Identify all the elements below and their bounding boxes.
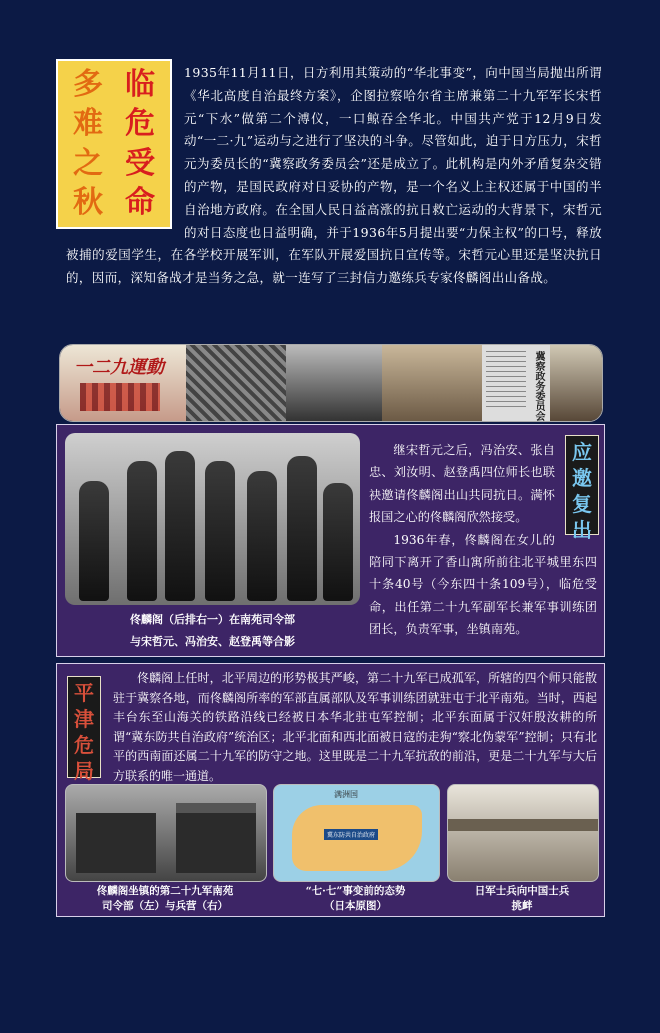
section3-title: 平 津 危 局	[67, 676, 101, 778]
situation-map: 满洲国 冀东防共自治政府	[273, 784, 440, 882]
caption-map: “七·七”事变前的态势 （日本原图）	[305, 885, 406, 912]
japanese-soldiers-photo	[447, 784, 599, 882]
portrait-photo	[550, 345, 602, 421]
section-pingjin-crisis	[56, 663, 605, 917]
march-photo	[286, 345, 382, 421]
photo-strip	[59, 344, 603, 422]
group-photo-caption: 佟麟阁（后排右一）在南苑司令部 与宋哲元、冯治安、赵登禹等合影	[130, 613, 295, 648]
group-photo	[65, 433, 360, 605]
protest-photo	[186, 345, 286, 421]
section2-title: 应 邀 复 出	[565, 435, 599, 535]
caption-provocation: 日军士兵向中国士兵 挑衅	[474, 885, 570, 912]
section3-text: 佟麟阁上任时，北平周边的形势极其严峻，第二十九军已成孤军，所辖的四个师只能散驻于冀察各地，而佟麟阁所率的军部直属部队及军事训练团就驻屯于北平南苑。当时，西起丰台东至山海关的铁路沿线已经被日本华北驻屯军控制；北平东面属于汉奸殷汝耕的所谓“冀东防共自治政府”统治区；北平北面和西北面被日寇的走狗“察北伪蒙军”控制；只有北平的西南面还属二十九军的防守之地。这里既是二十九军抗敌的前沿，更是二十九军与大后方联系的唯一通道。	[113, 671, 597, 783]
title-column-2: 多 难 之 秋	[73, 67, 103, 220]
section2-text: 继宋哲元之后，冯治安、张自忠、刘汝明、赵登禹四位师长也联袂邀请佟麟阁出山共同抗日。满怀报国之心的佟麟阁欣然接受。 1936年春，佟麟阁在女儿的陪同下离开了香山寓所前往北平城里东四十条40号（今东四十条109号），临危受命，出任第二十九军副军长兼军事训练团团长，负责军事，坐镇南苑。	[369, 443, 597, 637]
december-ninth-banner-image: 一二九運動	[60, 345, 186, 421]
section-invited-return	[56, 424, 605, 657]
committee-photo	[382, 345, 482, 421]
caption-headquarters: 佟麟阁坐镇的第二十九军南苑 司令部（左）与兵营（右）	[96, 885, 234, 912]
title-column-1: 临 危 受 命	[125, 67, 155, 220]
intro-paragraph: 1935年11月11日，日方利用其策动的“华北事变”，向中国当局抛出所谓《华北高度自治最终方案》，企图拉察哈尔省主席兼第二十九军军长宋哲元“下水”做第二个溥仪，一口鲸吞全华北。中国共产党于12月9日发动“一二·九”运动与之进行了坚决的斗争。尽管如此，迫于日方压力，宋哲元为委员长的“冀察政务委员会”还是成立了。此机构是内外矛盾复杂交错的产物，是国民政府对日妥协的产物，是一个名义上主权还属于中国的半自治地方政府。在全国人民日益高涨的抗日救亡运动的大背景下，宋哲元的对日态度也日益明确，并于1936年5月提出要“力保主权”的口号，释放被捕的爱国学生，在各学校开展军训，在军队开展爱国抗日宣传等。宋哲元心里还是坚决抗日的，因而，深知备战才是当务之急，就一连写了三封信力邀练兵专家佟麟阁出山备战。	[66, 65, 602, 286]
newspaper-image: 冀察政务委员会	[482, 345, 550, 421]
nanyuan-headquarters-photo	[65, 784, 267, 882]
